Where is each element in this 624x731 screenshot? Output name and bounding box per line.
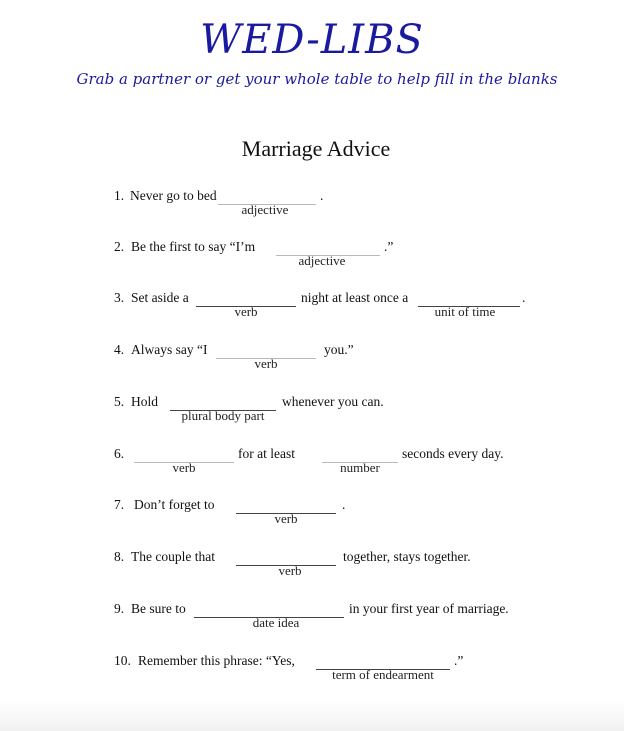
item-number: 6. xyxy=(114,446,125,461)
item-text: seconds every day. xyxy=(402,446,504,461)
item-text: Don’t forget to xyxy=(134,497,215,512)
item-text: . xyxy=(522,290,526,305)
item-text: Be the first to say “I’m xyxy=(131,239,256,254)
item-text: Be sure to xyxy=(131,601,186,616)
item-number: 10. xyxy=(114,653,131,668)
item-number: 4. xyxy=(114,342,125,357)
item-number: 1. xyxy=(114,188,125,203)
blank-hint: date idea xyxy=(252,615,300,630)
blank-hint: term of endearment xyxy=(332,667,434,682)
blank-hint: verb xyxy=(254,356,278,371)
item-text: Always say “I xyxy=(131,342,208,357)
item-number: 9. xyxy=(114,601,125,616)
blank-hint: verb xyxy=(172,460,196,475)
item-text: together, stays together. xyxy=(343,549,471,564)
item-text: . xyxy=(320,188,324,203)
item-text: .” xyxy=(454,653,464,668)
item-number: 3. xyxy=(114,290,125,305)
blank-hint: adjective xyxy=(298,253,346,268)
blank-hint: verb xyxy=(274,511,298,526)
item-text: The couple that xyxy=(131,549,215,564)
item-text: in your first year of marriage. xyxy=(349,601,509,616)
worksheet-subtitle: Grab a partner or get your whole table to help fill in the blanks xyxy=(76,70,558,88)
item-text: you.” xyxy=(324,342,354,357)
blank-hint: adjective xyxy=(241,202,289,217)
item-text: . xyxy=(342,497,346,512)
item-text: night at least once a xyxy=(301,290,409,305)
item-text: whenever you can. xyxy=(282,394,384,409)
item-text: Remember this phrase: “Yes, xyxy=(138,653,295,668)
item-number: 2. xyxy=(114,239,125,254)
worksheet-title: WED-LIBS xyxy=(200,17,424,63)
page-bottom-shade xyxy=(0,700,624,731)
blank-hint: number xyxy=(340,460,380,475)
blank-hint: verb xyxy=(278,563,302,578)
item-text: for at least xyxy=(238,446,295,461)
blank-hint: verb xyxy=(234,304,258,319)
item-text: Never go to bed xyxy=(130,188,217,203)
item-text: Hold xyxy=(131,394,158,409)
blank-hint: plural body part xyxy=(181,408,265,423)
blank-hint: unit of time xyxy=(434,304,496,319)
item-number: 8. xyxy=(114,549,125,564)
item-number: 7. xyxy=(114,497,125,512)
section-heading: Marriage Advice xyxy=(241,136,391,161)
item-text: .” xyxy=(384,239,394,254)
item-number: 5. xyxy=(114,394,125,409)
item-text: Set aside a xyxy=(131,290,189,305)
